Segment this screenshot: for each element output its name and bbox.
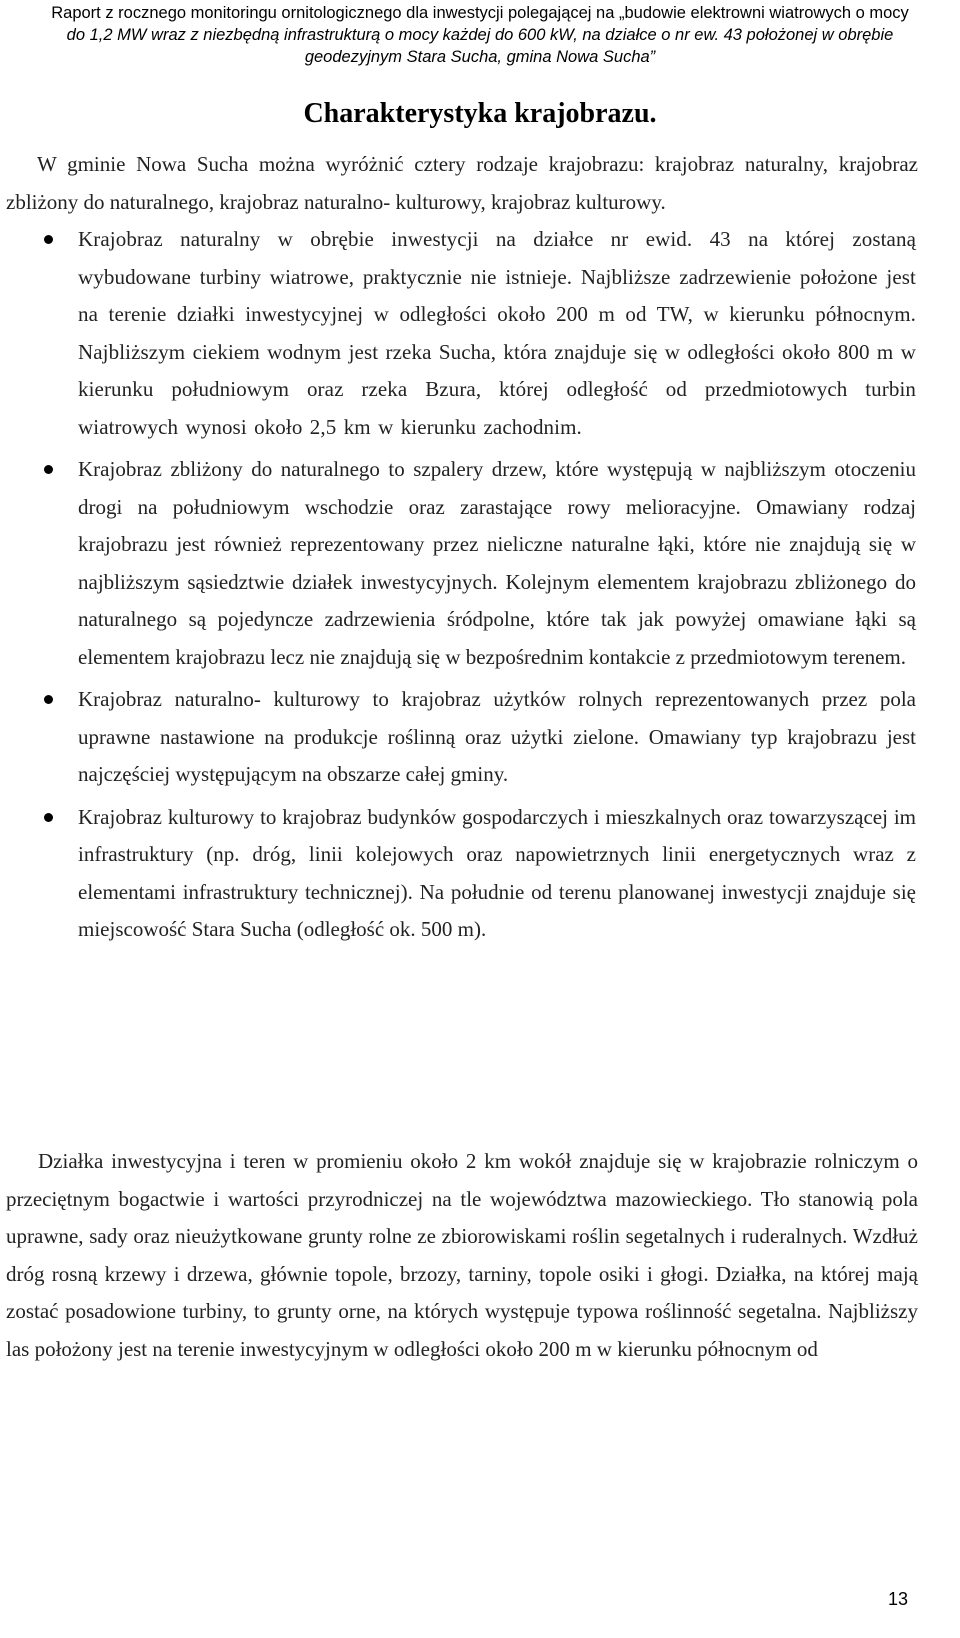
list-item [78, 221, 916, 446]
bullet-icon [44, 695, 53, 704]
header-report-title-line-2: do 1,2 MW wraz z niezbędną infrastrukturą o mocy każdej do 600 kW, na działce o nr ew. 43 położonej w obrębie [66, 26, 894, 44]
list-item [78, 451, 916, 676]
list-item [78, 799, 916, 949]
list-item-text: Krajobraz naturalny w obrębie inwestycji na działce nr ewid. 43 na której zostaną wybudowane turbiny wiatrowe, praktycznie nie istnieje. Najbliższe zadrzewienie położone jest na terenie działki inwestycyjnej w odległości około 200 m od TW, w kierunku północnym. Najbliższym ciekiem wodnym jest rzeka Sucha, która znajduje się w odległości około 800 m w kierunku południowym oraz rzeka Bzura, której odległość od przedmiotowych turbin wiatrowych wynosi około 2,5 km w kierunku zachodnim. [78, 227, 916, 439]
list-item-text: Krajobraz zbliżony do naturalnego to szpalery drzew, które występują w najbliższym otoczeniu drogi na południowym wschodzie oraz zarastające rowy melioracyjne. Omawiany rodzaj krajobrazu jest również reprezentowany przez nieliczne naturalne łąki, które nie znajdują się w najbliższym sąsiedztwie działek inwestycyjnych. Kolejnym elementem krajobrazu zbliżonego do naturalnego są pojedyncze zadrzewienia śródpolne, które tak jak powyżej omawiane łąki są elementem krajobrazu lecz nie znajdują się w bezpośrednim kontakcie z przedmiotowym terenem. [78, 457, 916, 669]
list-item-text: Krajobraz kulturowy to krajobraz budynków gospodarczych i mieszkalnych oraz towarzyszącej im infrastruktury (np. dróg, linii kolejowych oraz napowietrznych linii energetycznych wraz z elementami infrastruktury technicznej). Na południe od terenu planowanej inwestycji znajduje się miejscowość Stara Sucha (odległość ok. 500 m). [78, 804, 916, 941]
list-item-text: Krajobraz naturalno- kulturowy to krajobraz użytków rolnych reprezentowanych przez pola uprawne nastawione na produkcje roślinną oraz użytki zielone. Omawiany typ krajobrazu jest najczęściej występującym na obszarze całej gminy. [78, 687, 916, 786]
list-item [78, 681, 916, 794]
intro-paragraph: W gminie Nowa Sucha można wyróżnić cztery rodzaje krajobrazu: krajobraz naturalny, krajobraz zbliżony do naturalnego, krajobraz naturalno- kulturowy, krajobraz kulturowy. [6, 152, 918, 214]
body-paragraph: Działka inwestycyjna i teren w promieniu około 2 km wokół znajduje się w krajobrazie rolniczym o przeciętnym bogactwie i wartości przyrodniczej na tle województwa mazowieckiego. Tło stanowią pola uprawne, sady oraz nieużytkowane grunty rolne ze zbiorowiskami roślin segetalnych i ruderalnych. Wzdłuż dróg rosną krzewy i drzewa, głównie topole, brzozy, tarniny, topole osiki i głogi. Działka, na której mają zostać posadowione turbiny, to grunty orne, na których występuje typowa roślinność segetalna. Najbliższy las położony jest na terenie inwestycyjnym w odległości około 200 m w kierunku północnym od [6, 1149, 918, 1361]
bullet-icon [44, 813, 53, 822]
header-report-title-line-3: geodezyjnym Stara Sucha, gmina Nowa Sucha” [304, 48, 656, 66]
header-report-title-line-1: Raport z rocznego monitoringu ornitologicznego dla inwestycji polegającej na „budowie elektrowni wiatrowych o mocy [51, 4, 909, 22]
bullet-icon [44, 235, 53, 244]
bullet-icon [44, 465, 53, 474]
landscape-types-list [0, 221, 960, 954]
section-title: Charakterystyka krajobrazu. [303, 98, 657, 129]
page-number: 13 [888, 1589, 909, 1609]
